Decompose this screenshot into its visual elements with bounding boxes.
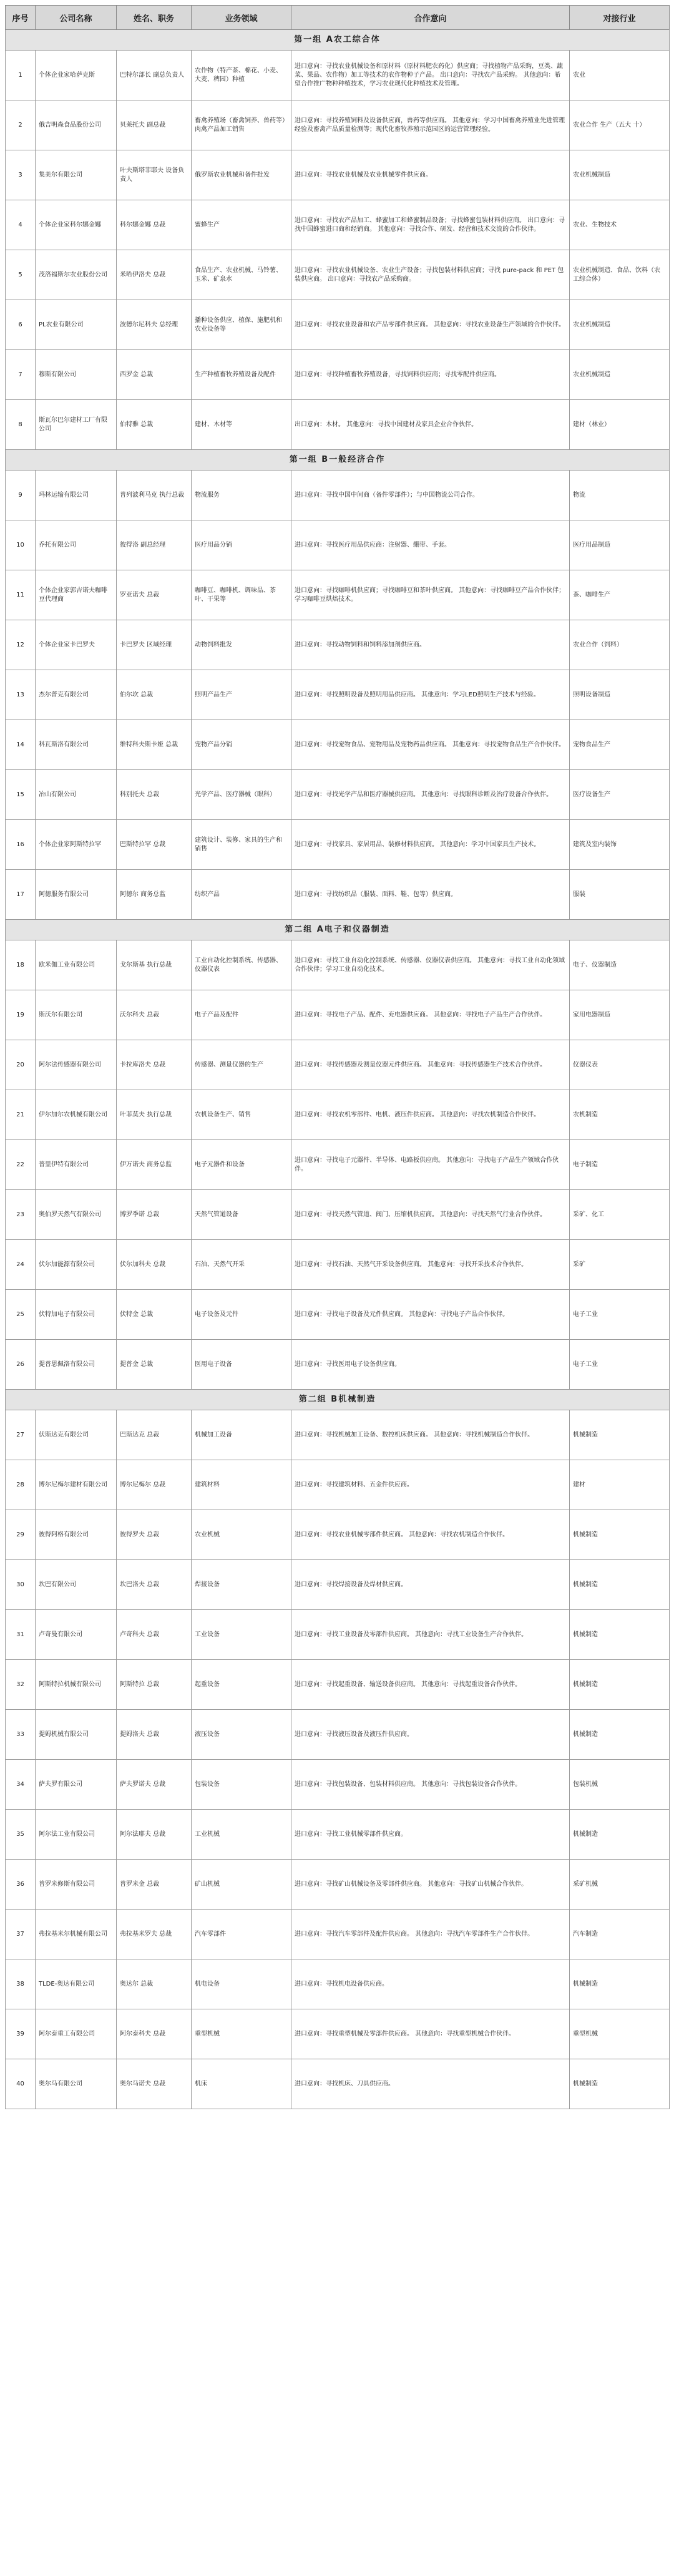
table-row <box>6 820 670 870</box>
table-row <box>6 770 670 820</box>
company-name: 斯沃尔有限公司 <box>36 990 117 1040</box>
contact-person: 卢奇科夫 总裁 <box>117 1610 192 1660</box>
target-industry: 电子工业 <box>570 1290 670 1340</box>
company-name: 阿斯特拉机械有限公司 <box>36 1660 117 1710</box>
table-row <box>6 570 670 620</box>
target-industry: 采矿机械 <box>570 1860 670 1910</box>
table-row <box>6 2059 670 2109</box>
target-industry: 电子制造 <box>570 1140 670 1190</box>
contact-person: 科别托夫 总裁 <box>117 770 192 820</box>
table-row <box>6 200 670 250</box>
table-row <box>6 940 670 990</box>
table-row <box>6 520 670 570</box>
cooperation-intent: 进口意向：寻找矿山机械设备及零部件供应商。 其他意向：寻找矿山机械合作伙伴。 <box>291 1860 570 1910</box>
business-field: 医疗用品分销 <box>192 520 291 570</box>
company-name: 伏特加电子有限公司 <box>36 1290 117 1340</box>
table-row <box>6 250 670 300</box>
row-no: 1 <box>6 51 36 100</box>
cooperation-intent: 进口意向：寻找机电设备供应商。 <box>291 1959 570 2009</box>
cooperation-intent: 进口意向：寻找机床、刀具供应商。 <box>291 2059 570 2109</box>
target-industry: 机械制造 <box>570 1660 670 1710</box>
cooperation-intent: 进口意向：寻找传感器及测量仪器元件供应商。 其他意向：寻找传感器生产技术合作伙伴。 <box>291 1040 570 1090</box>
company-name: 科瓦斯洛有限公司 <box>36 720 117 770</box>
row-no: 25 <box>6 1290 36 1340</box>
contact-person: 巴斯特拉罕 总裁 <box>117 820 192 870</box>
table-row <box>6 1090 670 1140</box>
company-name: 普里伊特有限公司 <box>36 1140 117 1190</box>
row-no: 24 <box>6 1240 36 1290</box>
row-no: 11 <box>6 570 36 620</box>
cooperation-intent: 进口意向：寻找光学产品和医疗器械供应商。 其他意向：寻找眼科诊断及治疗设备合作伙伴。 <box>291 770 570 820</box>
target-industry: 农机制造 <box>570 1090 670 1140</box>
row-no: 10 <box>6 520 36 570</box>
target-industry: 机械制造 <box>570 1510 670 1560</box>
row-no: 28 <box>6 1460 36 1510</box>
contact-person: 罗亚诺夫 总裁 <box>117 570 192 620</box>
contact-person: 坎巴洛夫 总裁 <box>117 1560 192 1610</box>
contact-person: 弗拉基米罗夫 总裁 <box>117 1910 192 1959</box>
section-title: 第一组 B一般经济合作 <box>6 450 670 471</box>
target-industry: 农业机械制造 <box>570 350 670 400</box>
header-company: 公司名称 <box>36 6 117 30</box>
target-industry: 机械制造 <box>570 1810 670 1860</box>
cooperation-intent: 进口意向：寻找焊接设备及焊材供应商。 <box>291 1560 570 1610</box>
table-row <box>6 2009 670 2059</box>
table-row <box>6 1510 670 1560</box>
business-field: 天然气管道设备 <box>192 1190 291 1240</box>
target-industry: 机械制造 <box>570 1410 670 1460</box>
company-name: 斯瓦尔巴尔建材工厂有限公司 <box>36 400 117 450</box>
table-row <box>6 1340 670 1390</box>
target-industry: 机械制造 <box>570 2059 670 2109</box>
contact-person: 伏尔加科夫 总裁 <box>117 1240 192 1290</box>
contact-person: 西罗金 总裁 <box>117 350 192 400</box>
row-no: 4 <box>6 200 36 250</box>
cooperation-intent: 进口意向：寻找农业机械及农业机械零件供应商。 <box>291 150 570 200</box>
target-industry: 农业机械制造 <box>570 150 670 200</box>
business-field: 液压设备 <box>192 1710 291 1760</box>
row-no: 15 <box>6 770 36 820</box>
cooperation-intent: 进口意向：寻找汽车零部件及配件供应商。 其他意向：寻找汽车零部件生产合作伙伴。 <box>291 1910 570 1959</box>
company-name: 玛林运输有限公司 <box>36 471 117 520</box>
business-field: 矿山机械 <box>192 1860 291 1910</box>
table-row <box>6 1760 670 1810</box>
company-name: 阿尔法传感器有限公司 <box>36 1040 117 1090</box>
row-no: 29 <box>6 1510 36 1560</box>
contact-person: 博尔尼梅尔 总裁 <box>117 1460 192 1510</box>
cooperation-intent: 进口意向：寻找电子元器件、半导体、电路板供应商。 其他意向：寻找电子产品生产领域合作伙伴。 <box>291 1140 570 1190</box>
company-name: 博尔尼梅尔建材有限公司 <box>36 1460 117 1510</box>
target-industry: 农业合作 生产（五大 十） <box>570 100 670 150</box>
business-field: 汽车零部件 <box>192 1910 291 1959</box>
target-industry: 建材（林业） <box>570 400 670 450</box>
table-row <box>6 1610 670 1660</box>
contact-person: 阿尔泰科夫 总裁 <box>117 2009 192 2059</box>
target-industry: 仪器仪表 <box>570 1040 670 1090</box>
company-name: 普罗米修斯有限公司 <box>36 1860 117 1910</box>
table-header <box>6 6 670 30</box>
target-industry: 农业、生物技术 <box>570 200 670 250</box>
business-field: 焊接设备 <box>192 1560 291 1610</box>
row-no: 7 <box>6 350 36 400</box>
header-intent: 合作意向 <box>291 6 570 30</box>
cooperation-intent: 进口意向：寻找中国中间商（备件零部件）；与中国物流公司合作。 <box>291 471 570 520</box>
cooperation-intent: 进口意向：寻找农业机械设备、农业生产设备；寻找包装材料供应商；寻找 pure-pack 和 PET 包装供应商。 出口意向：寻找农产品采购商。 <box>291 250 570 300</box>
cooperation-intent: 出口意向：木材。 其他意向：寻找中国建材及家具企业合作伙伴。 <box>291 400 570 450</box>
business-field: 物流服务 <box>192 471 291 520</box>
company-name: 个体企业家卡巴罗夫 <box>36 620 117 670</box>
company-name: 个体企业家阿斯特拉罕 <box>36 820 117 870</box>
table-row <box>6 100 670 150</box>
table-row <box>6 1910 670 1959</box>
contact-person: 博罗季诺 总裁 <box>117 1190 192 1240</box>
target-industry: 医疗用品制造 <box>570 520 670 570</box>
target-industry: 重型机械 <box>570 2009 670 2059</box>
contact-person: 提普金 总裁 <box>117 1340 192 1390</box>
header-industry: 对接行业 <box>570 6 670 30</box>
business-field: 俄罗斯农业机械和备件批发 <box>192 150 291 200</box>
cooperation-intent: 进口意向：寻找电子设备及元件供应商。 其他意向：寻找电子产品合作伙伴。 <box>291 1290 570 1340</box>
company-name: 提姆机械有限公司 <box>36 1710 117 1760</box>
company-name: 个体企业家郭吉诺夫咖啡豆代理商 <box>36 570 117 620</box>
business-field: 电子产品及配件 <box>192 990 291 1040</box>
row-no: 20 <box>6 1040 36 1090</box>
cooperation-intent: 进口意向：寻找医疗用品供应商：注射器、绷带、手套。 <box>291 520 570 570</box>
row-no: 19 <box>6 990 36 1040</box>
contact-person: 伊万诺夫 商务总监 <box>117 1140 192 1190</box>
business-field: 工业自动化控制系统、传感器、仪器仪表 <box>192 940 291 990</box>
table-row <box>6 300 670 350</box>
cooperation-intent: 进口意向：寻找包装设备、包装材料供应商。 其他意向：寻找包装设备合作伙伴。 <box>291 1760 570 1810</box>
contact-person: 阿斯特拉 总裁 <box>117 1660 192 1710</box>
business-field: 建材、木材等 <box>192 400 291 450</box>
contact-person: 叶夫斯塔菲耶夫 设备负责人 <box>117 150 192 200</box>
table-row <box>6 620 670 670</box>
business-field: 照明产品生产 <box>192 670 291 720</box>
section-row <box>6 450 670 471</box>
target-industry: 农业合作（饲料） <box>570 620 670 670</box>
target-industry: 宠物食品生产 <box>570 720 670 770</box>
company-name: PL农业有限公司 <box>36 300 117 350</box>
business-field: 生产种植畜牧养殖设备及配件 <box>192 350 291 400</box>
cooperation-intent: 进口意向：寻找家具、家居用品、装修材料供应商。 其他意向：学习中国家具生产技术。 <box>291 820 570 870</box>
business-field: 重型机械 <box>192 2009 291 2059</box>
row-no: 2 <box>6 100 36 150</box>
target-industry: 农业机械制造 <box>570 300 670 350</box>
contact-person: 科尔娜金娜 总裁 <box>117 200 192 250</box>
contact-person: 卡巴罗夫 区域经理 <box>117 620 192 670</box>
contact-person: 沃尔科夫 总裁 <box>117 990 192 1040</box>
contact-person: 伯尔坎 总裁 <box>117 670 192 720</box>
company-name: 茂洛福斯尔农业股份公司 <box>36 250 117 300</box>
cooperation-intent: 进口意向：寻找农机零部件、电机、液压件供应商。 其他意向：寻找农机制造合作伙伴。 <box>291 1090 570 1140</box>
section-title: 第二组 B机械制造 <box>6 1390 670 1410</box>
cooperation-intent: 进口意向：寻找动物饲料和饲料添加剂供应商。 <box>291 620 570 670</box>
contact-person: 普罗米金 总裁 <box>117 1860 192 1910</box>
cooperation-intent: 进口意向：寻找工业自动化控制系统、传感器、仪器仪表供应商。 其他意向：寻找工业自动化领域合作伙伴；学习工业自动化技术。 <box>291 940 570 990</box>
cooperation-intent: 进口意向：寻找重型机械及零部件供应商。 其他意向：寻找重型机械合作伙伴。 <box>291 2009 570 2059</box>
cooperation-intent: 进口意向：寻找农业设备和农产品零部件供应商。 其他意向：寻找农业设备生产领域的合作伙伴。 <box>291 300 570 350</box>
contact-person: 维特科夫斯卡娅 总裁 <box>117 720 192 770</box>
header-person: 姓名、职务 <box>117 6 192 30</box>
target-industry: 建筑及室内装饰 <box>570 820 670 870</box>
table-row <box>6 990 670 1040</box>
cooperation-intent: 进口意向：寻找照明设备及照明用品供应商。 其他意向：学习LED照明生产技术与经验。 <box>291 670 570 720</box>
table-row <box>6 471 670 520</box>
company-name: 卢奇曼有限公司 <box>36 1610 117 1660</box>
cooperation-intent: 进口意向：寻找天然气管道、阀门、压缩机供应商。 其他意向：寻找天然气行业合作伙伴。 <box>291 1190 570 1240</box>
row-no: 36 <box>6 1860 36 1910</box>
company-name: 伊尔加尔农机械有限公司 <box>36 1090 117 1140</box>
company-name: 俄吉明森食品股份公司 <box>36 100 117 150</box>
company-name: 阿尔法工业有限公司 <box>36 1810 117 1860</box>
business-field: 播种设备供应、植保、施肥机和农业设备等 <box>192 300 291 350</box>
business-field: 农业机械 <box>192 1510 291 1560</box>
business-field: 纺织产品 <box>192 870 291 920</box>
business-field: 畜禽养殖场（畜禽饲养、兽药等）肉禽产品加工销售 <box>192 100 291 150</box>
company-name: 穆斯有限公司 <box>36 350 117 400</box>
row-no: 26 <box>6 1340 36 1390</box>
company-name: 坎巴有限公司 <box>36 1560 117 1610</box>
contact-person: 贝莱托夫 副总裁 <box>117 100 192 150</box>
cooperation-intent: 进口意向：寻找农产品加工、蜂蜜加工和蜂蜜制品设备；寻找蜂蜜包装材料供应商。 出口意向：寻找中国蜂蜜进口商和经销商。 其他意向：寻找合作、研发、经营和技术交流的合作伙伴。 <box>291 200 570 250</box>
target-industry: 汽车制造 <box>570 1910 670 1959</box>
target-industry: 茶、咖啡生产 <box>570 570 670 620</box>
section-row <box>6 920 670 940</box>
row-no: 3 <box>6 150 36 200</box>
business-field: 动物饲料批发 <box>192 620 291 670</box>
table-row <box>6 1410 670 1460</box>
contact-person: 伏特金 总裁 <box>117 1290 192 1340</box>
company-name: 弗拉基米尔机械有限公司 <box>36 1910 117 1959</box>
target-industry: 农业机械制造、食品、饮料（农工综合体） <box>570 250 670 300</box>
row-no: 31 <box>6 1610 36 1660</box>
company-name: 个体企业家科尔娜金娜 <box>36 200 117 250</box>
table-row <box>6 1190 670 1240</box>
business-field: 起重设备 <box>192 1660 291 1710</box>
cooperation-intent: 进口意向：寻找工业设备及零部件供应商。 其他意向：寻找工业设备生产合作伙伴。 <box>291 1610 570 1660</box>
business-field: 蜜蜂生产 <box>192 200 291 250</box>
target-industry: 照明设备制造 <box>570 670 670 720</box>
cooperation-intent: 进口意向：寻找纺织品（服装、面料、鞋、包等）供应商。 <box>291 870 570 920</box>
row-no: 32 <box>6 1660 36 1710</box>
contact-person: 波德尔尼科夫 总经理 <box>117 300 192 350</box>
business-field: 建筑材料 <box>192 1460 291 1510</box>
contact-person: 彼得罗夫 总裁 <box>117 1510 192 1560</box>
section-title: 第二组 A电子和仪器制造 <box>6 920 670 940</box>
business-field: 光学产品、医疗器械（眼科） <box>192 770 291 820</box>
row-no: 38 <box>6 1959 36 2009</box>
table-row <box>6 150 670 200</box>
target-industry: 机械制造 <box>570 1959 670 2009</box>
business-field: 医用电子设备 <box>192 1340 291 1390</box>
contact-person: 伯特雅 总裁 <box>117 400 192 450</box>
business-field: 工业机械 <box>192 1810 291 1860</box>
row-no: 12 <box>6 620 36 670</box>
contact-person: 萨夫罗诺夫 总裁 <box>117 1760 192 1810</box>
contact-person: 彼得洛 副总经理 <box>117 520 192 570</box>
cooperation-intent: 进口意向：寻找养殖饲料及设备供应商，兽药等供应商。 其他意向：学习中国畜禽养殖业先进管理经验及畜禽产品质量检测等；现代化畜牧养殖示范园区的运营管理经验。 <box>291 100 570 150</box>
section-row <box>6 30 670 51</box>
header-field: 业务领域 <box>192 6 291 30</box>
contact-person: 叶菲莫夫 执行总裁 <box>117 1090 192 1140</box>
row-no: 8 <box>6 400 36 450</box>
cooperation-intent: 进口意向：寻找咖啡机供应商；寻找咖啡豆和茶叶供应商。 其他意向：寻找咖啡豆产品合作伙伴；学习咖啡豆烘焙技术。 <box>291 570 570 620</box>
company-name: 集美尔有限公司 <box>36 150 117 200</box>
target-industry: 家用电器制造 <box>570 990 670 1040</box>
company-name: 伏斯达克有限公司 <box>36 1410 117 1460</box>
row-no: 5 <box>6 250 36 300</box>
row-no: 34 <box>6 1760 36 1810</box>
table-row <box>6 350 670 400</box>
row-no: 35 <box>6 1810 36 1860</box>
target-industry: 物流 <box>570 471 670 520</box>
company-name: 乔托有限公司 <box>36 520 117 570</box>
table-row <box>6 670 670 720</box>
target-industry: 机械制造 <box>570 1710 670 1760</box>
table-row <box>6 1710 670 1760</box>
target-industry: 机械制造 <box>570 1560 670 1610</box>
company-name: 阿德服务有限公司 <box>36 870 117 920</box>
table-row <box>6 1810 670 1860</box>
company-name: 阿尔泰重工有限公司 <box>36 2009 117 2059</box>
row-no: 17 <box>6 870 36 920</box>
business-field: 电子设备及元件 <box>192 1290 291 1340</box>
cooperation-intent: 进口意向：寻找农业机械设备和原材料（原材料肥农药化）供应商；寻找植物产品采购，豆类、蔬菜、果品、农作物）加工等技术的农作物种子产品。 出口意向：寻找农产品采购。 其他意向：希望合作推广物种种植技术，学习农业现代化种植技术及管理。 <box>291 51 570 100</box>
table-row <box>6 1860 670 1910</box>
table-row <box>6 1660 670 1710</box>
company-name: 杰尔普克有限公司 <box>36 670 117 720</box>
business-field: 机电设备 <box>192 1959 291 2009</box>
cooperation-intent: 进口意向：寻找建筑材料、五金件供应商。 <box>291 1460 570 1510</box>
business-field: 宠物产品分销 <box>192 720 291 770</box>
business-field: 机床 <box>192 2059 291 2109</box>
business-field: 农机设备生产、销售 <box>192 1090 291 1140</box>
business-field: 包装设备 <box>192 1760 291 1810</box>
business-field: 电子元器件和设备 <box>192 1140 291 1190</box>
target-industry: 医疗设备生产 <box>570 770 670 820</box>
company-name: 伏尔加能源有限公司 <box>36 1240 117 1290</box>
target-industry: 电子、仪器制造 <box>570 940 670 990</box>
row-no: 37 <box>6 1910 36 1959</box>
target-industry: 服装 <box>570 870 670 920</box>
target-industry: 采矿 <box>570 1240 670 1290</box>
contact-person: 普列波利马克 执行总裁 <box>117 471 192 520</box>
table-row <box>6 51 670 100</box>
table-body <box>6 30 670 2109</box>
table-row <box>6 1959 670 2009</box>
target-industry: 农业 <box>570 51 670 100</box>
cooperation-intent: 进口意向：寻找液压设备及液压件供应商。 <box>291 1710 570 1760</box>
target-industry: 电子工业 <box>570 1340 670 1390</box>
contact-person: 卡拉库洛夫 总裁 <box>117 1040 192 1090</box>
company-name: 奥伯罗天然气有限公司 <box>36 1190 117 1240</box>
target-industry: 建材 <box>570 1460 670 1510</box>
business-field: 农作物（特产茶、棉花、小麦、大麦、稗园）种植 <box>192 51 291 100</box>
contact-person: 提姆洛夫 总裁 <box>117 1710 192 1760</box>
row-no: 40 <box>6 2059 36 2109</box>
section-title: 第一组 A农工综合体 <box>6 30 670 51</box>
section-row <box>6 1390 670 1410</box>
row-no: 23 <box>6 1190 36 1240</box>
business-field: 建筑设计、装修、家具的生产和销售 <box>192 820 291 870</box>
header-no: 序号 <box>6 6 36 30</box>
company-name: 彼得阿格有限公司 <box>36 1510 117 1560</box>
company-name: 奥尔马有限公司 <box>36 2059 117 2109</box>
cooperation-intent: 进口意向：寻找石油、天然气开采设备供应商。 其他意向：寻找开采技术合作伙伴。 <box>291 1240 570 1290</box>
company-name: 萨夫罗有限公司 <box>36 1760 117 1810</box>
table-row <box>6 1040 670 1090</box>
contact-person: 戈尔斯基 执行总裁 <box>117 940 192 990</box>
target-industry: 机械制造 <box>570 1610 670 1660</box>
row-no: 9 <box>6 471 36 520</box>
cooperation-intent: 进口意向：寻找机械加工设备、数控机床供应商。 其他意向：寻找机械制造合作伙伴。 <box>291 1410 570 1460</box>
company-name: 冶山有限公司 <box>36 770 117 820</box>
contact-person: 奥尔马诺夫 总裁 <box>117 2059 192 2109</box>
row-no: 22 <box>6 1140 36 1190</box>
contact-person: 米哈伊洛夫 总裁 <box>117 250 192 300</box>
business-field: 石油、天然气开采 <box>192 1240 291 1290</box>
business-field: 工业设备 <box>192 1610 291 1660</box>
row-no: 21 <box>6 1090 36 1140</box>
table-row <box>6 1240 670 1290</box>
row-no: 6 <box>6 300 36 350</box>
company-name: 提普思佩洛有限公司 <box>36 1340 117 1390</box>
cooperation-intent: 进口意向：寻找农业机械零部件供应商。 其他意向：寻找农机制造合作伙伴。 <box>291 1510 570 1560</box>
company-name: 个体企业家哈萨克斯 <box>36 51 117 100</box>
cooperation-table <box>5 5 670 2109</box>
business-field: 咖啡豆、咖啡机、调味品、茶叶、干果等 <box>192 570 291 620</box>
contact-person: 巴特尔部长 副总负责人 <box>117 51 192 100</box>
table-row <box>6 720 670 770</box>
row-no: 33 <box>6 1710 36 1760</box>
business-field: 机械加工设备 <box>192 1410 291 1460</box>
contact-person: 阿德尔 商务总监 <box>117 870 192 920</box>
business-field: 传感器、测量仪器的生产 <box>192 1040 291 1090</box>
table-row <box>6 1560 670 1610</box>
table-row <box>6 1290 670 1340</box>
table-row <box>6 870 670 920</box>
cooperation-intent: 进口意向：寻找起重设备、输送设备供应商。 其他意向：寻找起重设备合作伙伴。 <box>291 1660 570 1710</box>
row-no: 27 <box>6 1410 36 1460</box>
row-no: 14 <box>6 720 36 770</box>
table-row <box>6 400 670 450</box>
cooperation-intent: 进口意向：寻找宠物食品、宠物用品及宠物药品供应商。 其他意向：寻找宠物食品生产合作伙伴。 <box>291 720 570 770</box>
business-field: 食品生产、农业机械、马铃薯、玉米、矿泉水 <box>192 250 291 300</box>
cooperation-intent: 进口意向：寻找电子产品、配件、充电器供应商。 其他意向：寻找电子产品生产合作伙伴。 <box>291 990 570 1040</box>
company-name: 欧米伽工业有限公司 <box>36 940 117 990</box>
row-no: 39 <box>6 2009 36 2059</box>
cooperation-intent: 进口意向：寻找种植畜牧养殖设备，寻找饲料供应商；寻找零配件供应商。 <box>291 350 570 400</box>
target-industry: 采矿、化工 <box>570 1190 670 1240</box>
contact-person: 巴斯达克 总裁 <box>117 1410 192 1460</box>
contact-person: 阿尔法耶夫 总裁 <box>117 1810 192 1860</box>
table-row <box>6 1460 670 1510</box>
row-no: 30 <box>6 1560 36 1610</box>
table-row <box>6 1140 670 1190</box>
cooperation-intent: 进口意向：寻找工业机械零部件供应商。 <box>291 1810 570 1860</box>
target-industry: 包装机械 <box>570 1760 670 1810</box>
row-no: 13 <box>6 670 36 720</box>
company-name: TLDE-奥达有限公司 <box>36 1959 117 2009</box>
contact-person: 奥达尔 总裁 <box>117 1959 192 2009</box>
row-no: 18 <box>6 940 36 990</box>
row-no: 16 <box>6 820 36 870</box>
cooperation-intent: 进口意向：寻找医用电子设备供应商。 <box>291 1340 570 1390</box>
